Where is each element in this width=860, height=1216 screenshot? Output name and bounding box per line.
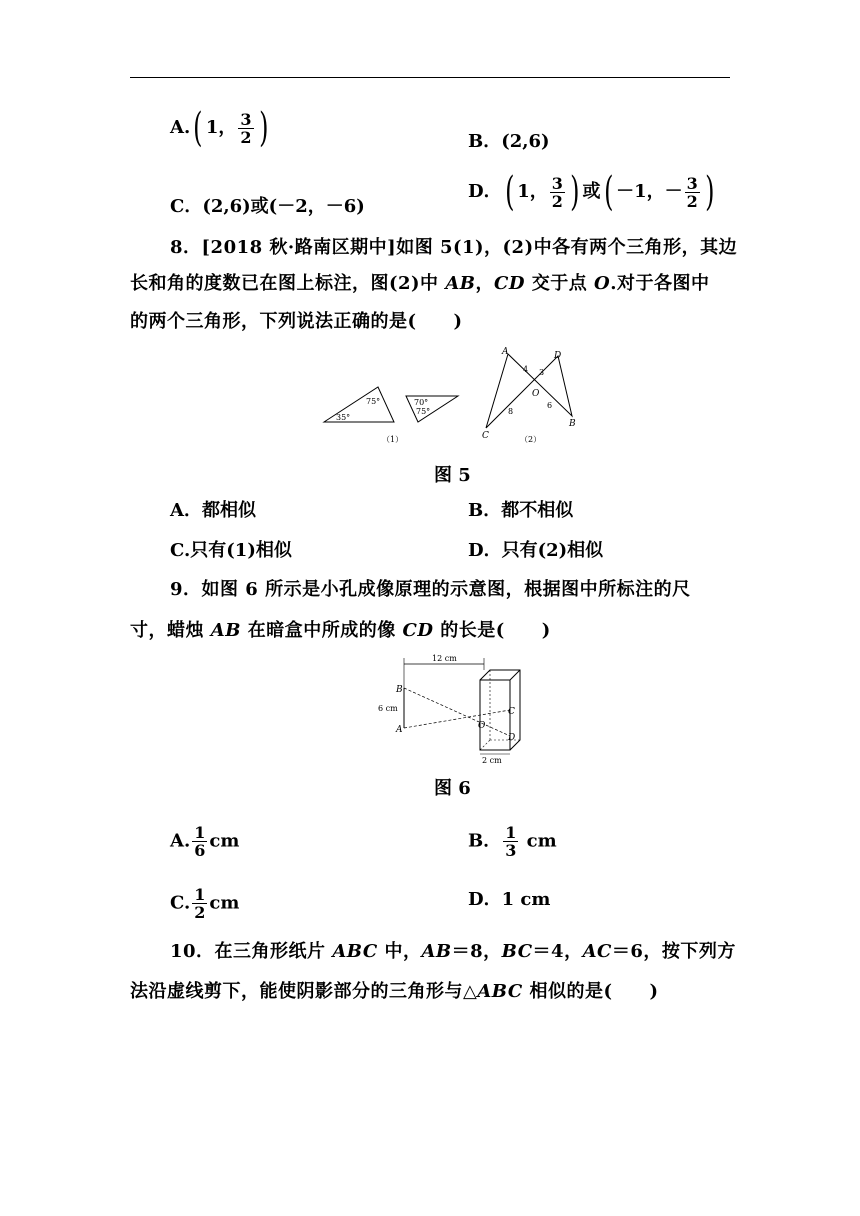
q9-option-b[interactable]: B． $\frac{1}{3}$ cm: [468, 823, 557, 860]
figure-6-caption: 图 6: [434, 778, 471, 799]
q10-line-2: 法沿虚线剪下，能使阴影部分的三角形与△ABC 相似的是( ): [130, 981, 659, 1002]
q7-option-d[interactable]: D．( 1， $\frac{3}{2}$ ) 或( －1，－ $\frac{3}{2}$ ): [468, 169, 715, 215]
q8-line-1: 8．[2018 秋·路南区期中]如图 5(1)，(2)中各有两个三角形，其边: [170, 237, 738, 258]
angle-label: 35°: [336, 413, 351, 422]
point-label-a: A: [396, 725, 403, 735]
q7-option-a[interactable]: A.( 1， $\frac{3}{2}$ ): [170, 105, 269, 151]
point-label-c: C: [508, 707, 515, 717]
header-rule: [130, 77, 730, 78]
q7-option-c[interactable]: C．(2,6)或(－2，－6): [170, 196, 365, 217]
length-label: 6: [547, 401, 553, 410]
fraction: $\frac{1}{2}$: [194, 885, 206, 922]
figure-6: [374, 650, 534, 768]
q8-option-a[interactable]: A．都相似: [170, 500, 256, 521]
fraction: $\frac{3}{2}$: [240, 109, 252, 147]
point-label-c: C: [482, 431, 489, 441]
fraction: $\frac{1}{6}$: [194, 823, 206, 860]
q8-option-d[interactable]: D．只有(2)相似: [468, 540, 604, 561]
dimension-bottom: 2 cm: [482, 756, 502, 765]
length-label: 4: [523, 365, 529, 374]
angle-label: 75°: [416, 407, 431, 416]
point-label-d: D: [508, 733, 516, 743]
q9-option-d[interactable]: D．1 cm: [468, 889, 551, 910]
dimension-top: 12 cm: [432, 654, 457, 663]
figure-label-1: （1）: [382, 435, 404, 444]
q8-option-b[interactable]: B．都不相似: [468, 500, 574, 521]
q9-option-c[interactable]: C. $\frac{1}{2}$ cm: [170, 885, 240, 922]
figure-5-caption: 图 5: [434, 465, 471, 486]
fraction: $\frac{1}{3}$: [505, 823, 517, 860]
q9-line-2: 寸，蜡烛 AB 在暗盒中所成的像 CD 的长是( ): [130, 620, 551, 641]
angle-label: 70°: [414, 398, 429, 407]
q9-line-1: 9．如图 6 所示是小孔成像原理的示意图，根据图中所标注的尺: [170, 579, 691, 600]
q7-option-b[interactable]: B．(2,6): [468, 131, 550, 152]
angle-label: 75°: [366, 397, 381, 406]
figure-label-2: （2）: [520, 435, 542, 444]
point-label-b: B: [396, 685, 403, 695]
q9-option-a[interactable]: A. $\frac{1}{6}$ cm: [170, 823, 240, 860]
point-label-o: O: [532, 389, 540, 399]
point-label-o: O: [478, 721, 486, 731]
point-label-d: D: [554, 351, 562, 361]
fraction: $\frac{3}{2}$: [686, 173, 698, 211]
q8-line-3: 的两个三角形，下列说法正确的是( ): [130, 311, 463, 332]
length-label: 8: [508, 407, 514, 416]
dimension-left: 6 cm: [378, 704, 398, 713]
q8-option-c[interactable]: C.只有(1)相似: [170, 540, 292, 561]
point-label-a: A: [502, 347, 509, 357]
figure-5: [310, 342, 590, 447]
point-label-b: B: [569, 419, 576, 429]
fraction: $\frac{3}{2}$: [551, 173, 563, 211]
length-label: 3: [539, 368, 545, 377]
q10-line-1: 10．在三角形纸片 ABC 中，AB＝8，BC＝4，AC＝6，按下列方: [170, 941, 736, 962]
q8-line-2: 长和角的度数已在图上标注，图(2)中 AB，CD 交于点 O.对于各图中: [130, 273, 710, 294]
